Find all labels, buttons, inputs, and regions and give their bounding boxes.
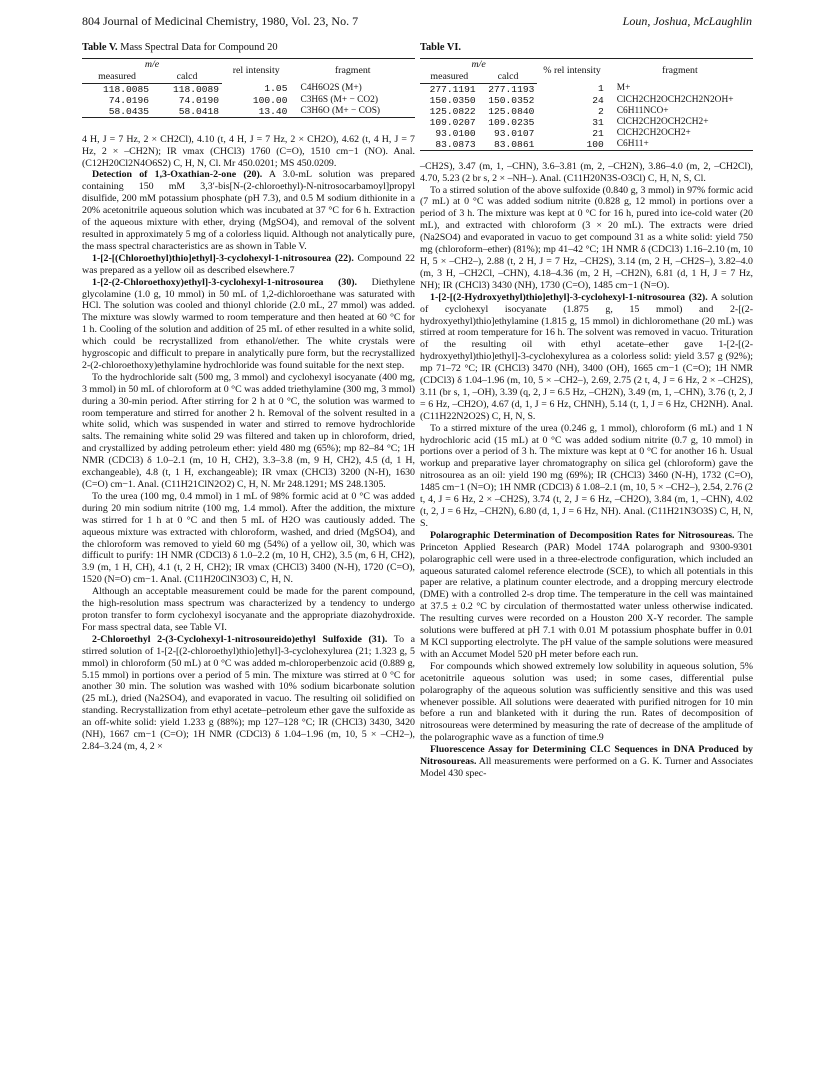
paragraph	[420, 744, 753, 780]
table5-cell: 74.0190	[178, 94, 219, 106]
table6-cell: 31	[592, 116, 604, 128]
paragraph	[82, 372, 415, 491]
table6-cell: 24	[592, 94, 604, 106]
table6-cell: 109.0235	[488, 116, 535, 128]
paragraph-text: A solution of cyclohexyl isocyanate (1.875 g, 15 mmol) and 2-[(2-hydroxyethyl)thio]ethylamine (1.815 g, 15 mmol) in dichloromethane (20 mL) was stirred at room temperature for 16 h. The solvent was removed in vacuo. Trituration of the resulting oil with ethyl acetate–ether gave 1-[2-[(2-hydroxyethyl)thio]ethyl]-3-cyclohexylurea as a colorless solid: yield 3.57 g (92%); mp 71–72 °C; IR (CHCl3) 3470 (NH), 3400 (OH), 1665 cm−1 (C=O); 1H NMR (CDCl3) δ 1.04–1.96 (m, 10, 5 × –CH2–), 2.69, 2.75 (2 t, 4, J = 6 Hz, 2 × –CH2S), 3.11 (br s, 1, –OH), 3.39 (q, 2, J = 6.5 Hz, –CH2N), 3.49 (m, 1, –CHN), 3.76 (t, 2, J = 6 Hz, –CH2O), 4.67 (d, 1, J = 6 Hz, CHNH), 5.14 (t, 1, J = 6 Hz, CH2NH). Anal. (C11H22N2O2S) C, H, N, S.	[420, 291, 753, 422]
table6-row	[420, 128, 753, 139]
table6-caption	[420, 42, 753, 54]
paragraph	[420, 530, 753, 661]
section-heading: Polarographic Determination of Decomposition Rates for Nitrosoureas.	[430, 529, 735, 541]
table6-cell: 2	[597, 105, 604, 117]
table5-cell: 74.0196	[108, 94, 149, 106]
table5-row	[82, 95, 415, 106]
table6-col-relint: % rel intensity	[537, 58, 606, 83]
table6-cell: 150.0352	[488, 94, 535, 106]
table5-col-relint: rel intensity	[222, 58, 290, 83]
table6-cell: 125.0840	[488, 105, 535, 117]
paragraph-text: Although an acceptable measurement could be made for the parent compound, the high-resolution mass spectrum was characterized by a tendency to undergo proton transfer to form cyclohexyl isocyanate and the appropriate diazohydroxide. For mass spectral data, see Table VI.	[82, 586, 415, 633]
paragraph-text: To a stirred solution of 1-[2-[(2-chloroethyl)thio]ethyl]-3-cyclohexylurea (21; 1.323 g, 5 mmol) in chloroform (50 mL) at 0 °C was added m-chloroperbenzoic acid (0.889 g, 5.15 mmol) in portions over a period of 5 min. The mixture was stirred at 0 °C for another 30 min. The solution was washed with 10% sodium bicarbonate solution (25 mL), dried (Na2SO4), and evaporated in vacuo. The resulting oil solidified on standing. Recrystallization from ethyl acetate–petroleum ether gave the sulfoxide as an off-white solid: yield 1.233 g (88%); mp 127–128 °C; IR (CHCl3) 3430, 3420 (NH), 1667 cm−1 (C=O); 1H NMR (CDCl3) δ 1.04–1.96 (m, 10, 5 × –CH2–), 2.84–3.24 (m, 4, 2 ×	[82, 633, 415, 752]
table6-cell: C6H11+	[607, 139, 753, 151]
table6-mz-group: m/e	[420, 58, 537, 70]
table5-row	[82, 106, 415, 118]
paragraph-text: To a stirred solution of the above sulfoxide (0.840 g, 3 mmol) in 97% formic acid (7 mL) at 0 °C was added sodium nitrite (0.828 g, 12 mmol) in portions over a period of 3 h. The mixture was kept at 0 °C for 16 h, pured into ice-cold water (20 mL), and extracted with chloroform (3 × 20 mL). The extracts were dried (Na2SO4) and evaporated in vacuo to get compound 31 as a white solid: yield 750 mg (chloroform–ether) (81%); mp 41–42 °C; 1H NMR δ (CDCl3) 1.16–2.10 (m, 10 H, 5 × –CH2–), 2.88 (t, 2 H, J = 7 Hz, –CH2S), 3.14 (m, 2 H, –CH2S–), 3.82–4.0 (m, 3 H, –CH2Cl, –CHN), 4.18–4.36 (m, 2 H, –CH2N), 6.81 (d, 1 H, J = 7 Hz, NH); IR (CHCl3) 3430 (NH), 1730 (C=O), 1485 cm−1 (N=O).	[420, 184, 753, 291]
table5-title: Mass Spectral Data for Compound 20	[120, 42, 278, 53]
table5-cell: 58.0435	[82, 106, 152, 118]
table6-row	[420, 139, 753, 151]
left-body-text	[82, 134, 415, 753]
paragraph-text: To a stirred mixture of the urea (0.246 g, 1 mmol), chloroform (6 mL) and 1 N hydrochloric acid (15 mL) at 0 °C was added sodium nitrite (0.7 g, 10 mmol) in portions over a period of 3 h. The mixture was kept at 0 °C for another 16 h. Usual workup and preparative layer chromatography on silica gel (chloroform) gave the nitrosourea as an oil: yield 190 mg (69%); IR (CHCl3) 3460 (N-H), 1732 (C=O), 1485 cm−1 (N=O); 1H NMR (CDCl3) δ 1.08–2.1 (m, 10, 5 × –CH2–), 2.54, 2.76 (2 t, 4, J = 6 Hz, 2 × –CH2S), 3.74 (t, 2, J = 6 Hz, –CH2O), 3.84 (m, 1, –CHN), 4.02 (t, 2, J = 6 Hz, –CH2N), 6.80 (d, 1, J = 6 Hz, NH). Anal. (C11H21N3O3S) C, H, N, S.	[420, 422, 753, 529]
table6-row	[420, 83, 753, 95]
section-heading: 1-[2-[(Chloroethyl)thio]ethyl]-3-cyclohexyl-1-nitrosourea (22).	[92, 252, 354, 264]
table6-cell: 21	[592, 127, 604, 139]
table6-col-calcd: calcd	[479, 71, 538, 83]
table6	[420, 58, 753, 151]
paragraph	[420, 185, 753, 292]
table6-col-measured: measured	[420, 71, 479, 83]
table6-cell: 1	[597, 83, 604, 95]
paragraph-text: Compound 22 was prepared as a yellow oil as described elsewhere.7	[82, 252, 415, 276]
table6-cell: ClCH2CH2OCH2+	[616, 127, 691, 138]
paragraph-text: –CH2S), 3.47 (m, 1, –CHN), 3.6–3.81 (m, 2, –CH2N), 3.86–4.0 (m, 2, –CH2Cl), 4.70, 5.23 (2 br s, 2 × –NH–). Anal. (C11H20N3S-O3Cl) C, H, N, S, Cl.	[420, 160, 753, 184]
paragraph	[82, 586, 415, 634]
table6-col-fragment: fragment	[607, 58, 753, 83]
paragraph-text: To the hydrochloride salt (500 mg, 3 mmol) and cyclohexyl isocyanate (400 mg, 3 mmol) in 50 mL of chloroform at 0 °C was added triethylamine (300 mg, 3 mmol) during a 30-min period. After stirring for 2 h at 0 °C, the solution was warmed to room temperature and stirred for another 2 h. Removal of the solvent resulted in a white solid, which was suspended in water and stirred to remove hydrochloride salts. The remaining white solid 29 was filtered and taken up in chloroform, dried, and crystallized by adding petroleum ether: yield 480 mg (65%); mp 82–84 °C; 1H NMR (CDCl3) δ 1.0–2.1 (m, 10 H, CH2), 3.3–3.8 (m, 9 H, CH2), 4.5 (d, 1 H, exchangeable), 4.8 (t, 1 H, exchangeable); IR νmax (CHCl3) 3200 (N-H), 1630 (C=O) cm−1. Anal. (C11H21ClN2O2) C, H, N. Mr 248.1291; MS 248.1305.	[82, 371, 415, 490]
section-heading: 1-[2-[(2-Hydroxyethyl)thio]ethyl]-3-cyclohexyl-1-nitrosourea (32).	[430, 291, 708, 303]
paragraph	[420, 161, 753, 185]
table5-caption	[82, 42, 415, 54]
paragraph	[82, 277, 415, 372]
section-heading: Fluorescence Assay for Determining CLC Sequences in DNA Produced by Nitrosoureas.	[420, 744, 753, 768]
table6-row	[420, 117, 753, 128]
table6-cell: 150.0350	[429, 94, 476, 106]
table5-cell: 58.0418	[152, 106, 222, 118]
paragraph	[82, 634, 415, 753]
paragraph-text: Diethylene glycolamine (1.0 g, 10 mmol) in 50 mL of 1,2-dichloroethane was saturated with HCl. The solution was cooled and thionyl chloride (2.0 mL, 27 mmol) was added. The mixture was slowly warmed to room temperature and then heated at 60 °C for 1 h. Cooling of the solution and addition of 25 mL of ether resulted in a white solid, which could be recrystallized from ethanol/ether. The white crystals were hygroscopic and difficult to prepare in analytically pure form, but the recrystallized 2-(2-chloroethoxy)ethylamine hydrochloride was found suitable for the next step.	[82, 276, 415, 371]
table5-label: Table V.	[82, 42, 118, 53]
section-heading: 2-Chloroethyl 2-(3-Cyclohexyl-1-nitrosoureido)ethyl Sulfoxide (31).	[92, 633, 388, 645]
table6-cell: 83.0861	[479, 139, 538, 151]
table6-cell: ClCH2CH2OCH2CH2+	[616, 116, 709, 127]
table5-cell: C3H6O (M+ − COS)	[290, 106, 415, 118]
table5-col-fragment: fragment	[290, 58, 415, 83]
paragraph	[420, 661, 753, 744]
section-heading: Detection of 1,3-Oxathian-2-one (20).	[92, 169, 263, 181]
table5-cell: C4H6O2S (M+)	[300, 83, 362, 94]
table6-cell: C6H11NCO+	[616, 105, 669, 116]
table5-cell: 118.0085	[102, 83, 149, 95]
paragraph-text: 4 H, J = 7 Hz, 2 × CH2Cl), 4.10 (t, 4 H, J = 7 Hz, 2 × CH2O), 4.62 (t, 4 H, J = 7 Hz, 2 × –CH2N); IR νmax (CHCl3) 1760 (C=O), 1510 cm−1 (NO). Anal. (C12H20Cl2N4O6S2) C, H, N, Cl. Mr 450.0201; MS 450.0209.	[82, 133, 415, 169]
paragraph-text: To the urea (100 mg, 0.4 mmol) in 1 mL of 98% formic acid at 0 °C was added during 20 min sodium nitrite (100 mg, 1.4 mmol). After the addition, the mixture was stirred for 1 h at 0 °C and then 5 mL of H2O was cautiously added. The aqueous mixture was extracted with chloroform, washed, and dried (MgSO4), and the chloroform was removed to yield 60 mg (54%) of a yellow oil, 30, which was difficult to purify: 1H NMR (CDCl3) δ 1.0–2.2 (m, 10 H, CH2), 3.5 (m, 6 H, CH2), 3.9 (m, 1 H, CH), 4.1 (t, 2 H, CH2); IR νmax (CHCl3) 3400 (N-H), 1720 (C=O), 1520 (N=O) cm−1. Anal. (C11H20ClN3O3) C, H, N.	[82, 490, 415, 586]
journal-citation: 804 Journal of Medicinal Chemistry, 1980, Vol. 23, No. 7	[82, 14, 359, 28]
paragraph	[82, 491, 415, 586]
table5-mz-group: m/e	[82, 58, 222, 70]
paragraph	[82, 169, 415, 252]
table6-cell: 93.0107	[494, 127, 535, 139]
paragraph	[82, 253, 415, 277]
table6-cell: M+	[616, 83, 631, 94]
table6-cell: 100	[537, 139, 606, 151]
table6-cell: 83.0873	[420, 139, 479, 151]
table6-cell: 125.0822	[429, 105, 476, 117]
table6-row	[420, 106, 753, 117]
table6-cell: ClCH2CH2OCH2CH2N2OH+	[616, 94, 734, 105]
running-header	[82, 14, 752, 30]
table6-cell: 277.1191	[429, 83, 476, 95]
table5-cell: 118.0089	[172, 83, 219, 95]
paragraph-text: For compounds which showed extremely low solubility in aqueous solution, 5% acetonitrile aqueous solution was used; in some cases, differential pulse polarography of the aqueous solution was sufficiently sensitive and this was used whenever possible. All solutions were deaerated with purified nitrogen for 10 min before a run and blanketed with it during the run. Rates of decomposition of nitrosoureas were determined by measuring the rate of decrease of the amplitude of the polarographic wave as a function of time.9	[420, 660, 753, 744]
section-heading: 1-[2-(2-Chloroethoxy)ethyl]-3-cyclohexyl-1-nitrosourea (30).	[92, 276, 358, 288]
paragraph	[420, 423, 753, 530]
table5-col-calcd: calcd	[152, 71, 222, 83]
table6-cell: 277.1193	[488, 83, 535, 95]
table5	[82, 58, 415, 118]
authors: Loun, Joshua, McLaughlin	[622, 14, 752, 28]
paragraph	[82, 134, 415, 170]
paragraph-text: A 3.0-mL solution was prepared containing 150 mM 3,3′-bis[N-(2-chloroethyl)-N-nitrosocarbamoyl]propyl disulfide, 200 mM potassium phosphate (pH 7.3), and 0.5 M sodium dithionite in a 20% acetonitrile aqueous solution which was incubated at 37 °C for 6 h. Extraction of the aqueous mixture with ether, drying (MgSO4), and removal of the solvent resulted in approximately 5 mg of a colorless liquid. Although not analytically pure, the mass spectral characteristics are as shown in Table V.	[82, 169, 415, 252]
table6-row	[420, 95, 753, 106]
paragraph-text: The Princeton Applied Research (PAR) Model 174A polarograph and 9300-9301 polarographic cell were used in a three-electrode configuration, which included an aqueous saturated calomel reference electrode (SCE), to which all potentials in this paper are relative, a platinum counter electrode, and a dropping mercury electrode (DME) with a controlled 2-s drop time. The temperature in the cell was maintained at 37.5 ± 0.2 °C by circulation of thermostatted water unless otherwise indicated. The resulting curves were recorded on a Houston 200 X-Y recorder. The sample solutions were buffered at pH 7.1 with 0.01 M potassium phosphate buffer in 0.01 M KCl supporting electrolyte. The pH value of the sample solutions were measured with an Accumet Model 520 pH meter before each run.	[420, 529, 753, 660]
table5-cell: 1.05	[264, 83, 288, 95]
paragraph	[420, 292, 753, 423]
right-body-text	[420, 161, 753, 780]
table6-cell: 109.0207	[429, 116, 476, 128]
right-column	[420, 42, 753, 780]
left-column	[82, 42, 415, 753]
table5-cell: 13.40	[222, 106, 290, 118]
table5-row	[82, 83, 415, 95]
table5-col-measured: measured	[82, 71, 152, 83]
table5-cell: 100.00	[252, 94, 288, 106]
paragraph-text: All measurements were performed on a G. K. Turner and Associates Model 430 spec-	[420, 756, 753, 779]
table5-cell: C3H6S (M+ − CO2)	[300, 94, 378, 105]
table6-cell: 93.0100	[435, 127, 476, 139]
table6-label: Table VI.	[420, 42, 462, 53]
